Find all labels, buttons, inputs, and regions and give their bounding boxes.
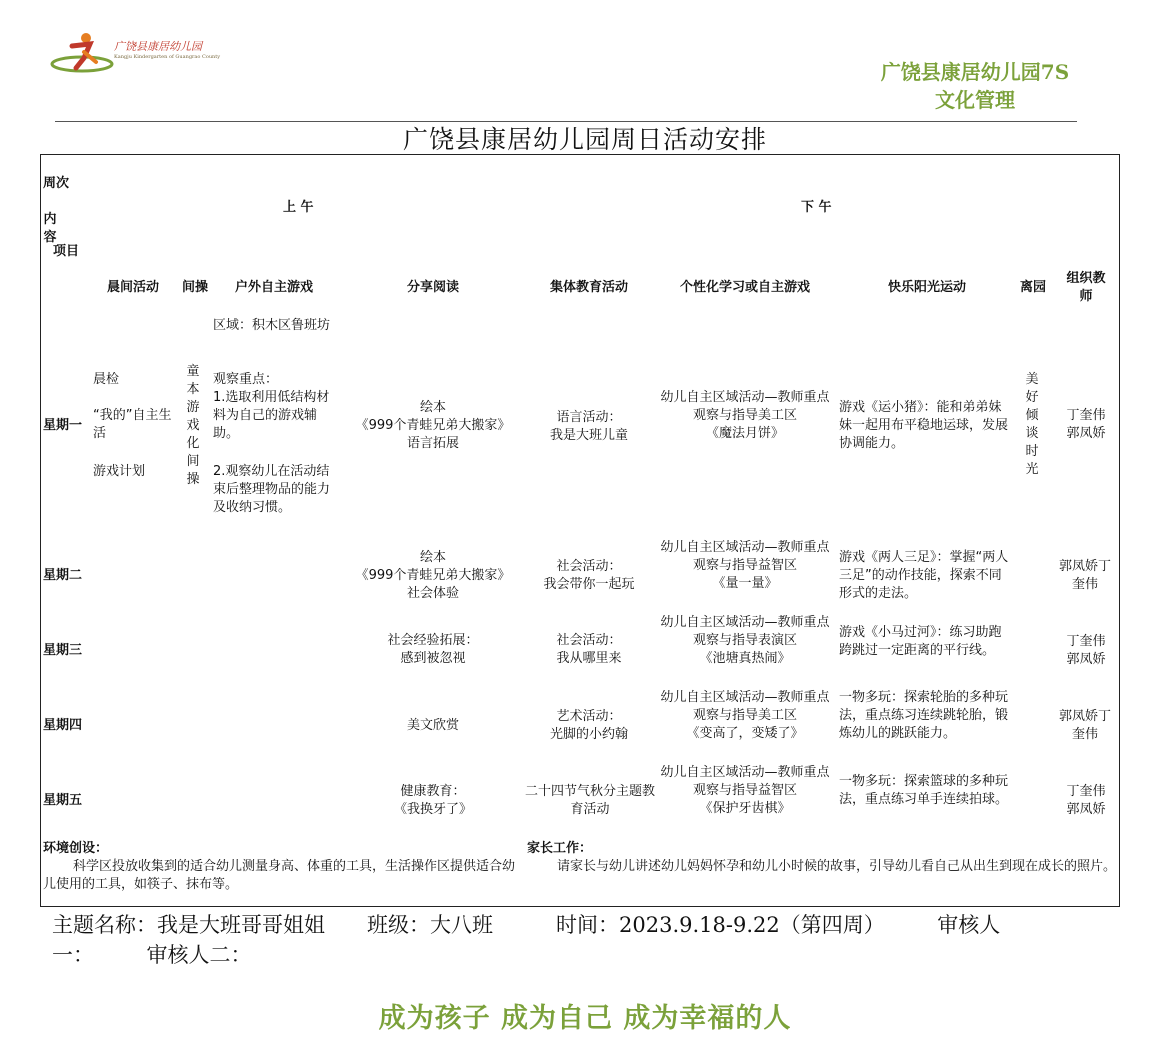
personal-learning-cell: 幼儿自主区域活动—教师重点观察与指导美工区 《变高了，变矮了》: [660, 690, 830, 741]
col-header-teacher: 组织教师: [1066, 271, 1106, 304]
group-activity-cell: 二十四节气秋分主题教育活动: [525, 784, 656, 817]
reading-cell: 美文欣赏: [406, 718, 459, 733]
day-label: 星期三: [43, 643, 83, 658]
parent-work-text: 请家长与幼儿讲述幼儿妈妈怀孕和幼儿小时候的故事，引导幼儿看自己从出生到现在成长的照片。: [557, 859, 1117, 874]
teacher-cell: 丁奎伟 郭凤娇: [1066, 784, 1106, 817]
group-activity-cell: 社会活动： 我从哪里来: [556, 633, 622, 666]
schedule-table: [40, 154, 1120, 907]
logo-text: 广饶县康居幼儿园: [114, 40, 202, 53]
day-label: 星期五: [43, 793, 83, 808]
reading-cell: 绘本 《999个青蛙兄弟大搬家》 社会体验: [355, 550, 511, 601]
reading-cell: 社会经验拓展： 感到被忽视: [387, 633, 479, 666]
document-title: 广饶县康居幼儿园周日活动安排: [402, 125, 767, 154]
personal-learning-cell: 幼儿自主区域活动—教师重点观察与指导益智区 《保护牙齿棋》: [660, 765, 830, 816]
theme-info-line-2: 一： 审核人二：: [52, 943, 252, 967]
self-care-life: “我的”自主生活: [93, 408, 172, 441]
sport-cell: 游戏《小马过河》：练习助跑跨跳过一定距离的平行线。: [839, 625, 1002, 658]
sport-cell: 游戏《两人三足》：掌握“两人三足”的动作技能，探索不同形式的走法。: [839, 550, 1009, 601]
day-label: 星期一: [43, 418, 83, 433]
teacher-cell: 丁奎伟 郭凤娇: [1066, 634, 1106, 667]
corner-week: 周次: [43, 176, 70, 191]
day-label: 星期四: [43, 718, 83, 733]
teacher-cell: 郭凤娇丁奎伟: [1058, 709, 1111, 742]
col-header-outdoor-game: 户外自主游戏: [234, 280, 313, 295]
outdoor-focus-2: 2.观察幼儿在活动结束后整理物品的能力及收纳习惯。: [213, 464, 331, 515]
col-header-exercise: 间操: [181, 280, 208, 295]
corner-content: 内容: [43, 212, 57, 245]
reading-cell: 绘本 《999个青蛙兄弟大搬家》 语言拓展: [355, 400, 511, 451]
leave-cell: 美好倾谈时光: [1025, 372, 1039, 477]
parent-work-label: 家长工作：: [527, 841, 593, 856]
personal-learning-cell: 幼儿自主区域活动—教师重点观察与指导益智区 《量一量》: [660, 540, 830, 591]
col-header-reading: 分享阅读: [406, 280, 459, 295]
brand-line-2: 文化管理: [935, 88, 1015, 112]
outdoor-focus-1: 1.选取利用低结构材料为自己的游戏辅助。: [213, 390, 330, 441]
col-header-leave: 离园: [1019, 280, 1046, 295]
environment-text: 科学区投放收集到的适合幼儿测量身高、体重的工具，生活操作区提供适合幼儿使用的工具，如筷子、抹布等。: [43, 859, 516, 892]
reading-cell: 健康教育： 《我换牙了》: [393, 784, 472, 817]
brand-line-1: 广饶县康居幼儿园7S: [880, 60, 1070, 84]
game-plan: 游戏计划: [93, 464, 146, 479]
morning-check: 晨检: [93, 372, 120, 387]
sport-cell: 一物多玩：探索篮球的多种玩法，重点练习单手连续拍球。: [839, 774, 1009, 807]
col-header-sunshine-sport: 快乐阳光运动: [887, 280, 966, 295]
day-label: 星期二: [43, 568, 83, 583]
personal-learning-cell: 幼儿自主区域活动—教师重点观察与指导表演区 《池塘真热闹》: [660, 615, 830, 666]
teacher-cell: 郭凤娇丁奎伟: [1058, 559, 1111, 592]
logo-mark-icon: [50, 28, 114, 78]
group-activity-cell: 社会活动： 我会带你一起玩: [543, 559, 635, 592]
group-activity-cell: 语言活动： 我是大班儿童: [549, 410, 628, 443]
col-header-group-education: 集体教育活动: [549, 280, 628, 295]
sport-cell: 一物多玩：探索轮胎的多种玩法，重点练习连续跳轮胎，锻炼幼儿的跳跃能力。: [839, 690, 1009, 741]
outdoor-focus-title: 观察重点：: [213, 372, 279, 387]
slogan: 成为孩子 成为自己 成为幸福的人: [378, 1003, 792, 1034]
brand-block: [845, 58, 1105, 114]
sport-cell: 游戏《运小猪》：能和弟弟妹妹一起用布平稳地运球，发展协调能力。: [839, 400, 1009, 451]
teacher-cell: 丁奎伟 郭凤娇: [1066, 408, 1106, 441]
personal-learning-cell: 幼儿自主区域活动—教师重点观察与指导美工区 《魔法月饼》: [660, 390, 830, 441]
corner-item: 项目: [53, 244, 80, 259]
afternoon-label: 下 午: [801, 200, 832, 215]
exercise-cell: 童本游戏化间操: [186, 364, 200, 487]
col-header-personal-learning: 个性化学习或自主游戏: [679, 280, 810, 295]
col-header-morning-activity: 晨间活动: [106, 280, 159, 295]
morning-label: 上 午: [283, 200, 314, 215]
logo-subtext: Kangju Kindergarten of Guangrao County: [114, 54, 221, 60]
theme-info-line-1: 主题名称：我是大班哥哥姐姐 班级：大八班 时间：2023.9.18-9.22（第四周） 审核人: [52, 913, 1001, 937]
environment-label: 环境创设：: [43, 841, 109, 856]
outdoor-area: 区域：积木区鲁班坊: [213, 318, 331, 333]
group-activity-cell: 艺术活动： 光脚的小约翰: [549, 709, 628, 742]
